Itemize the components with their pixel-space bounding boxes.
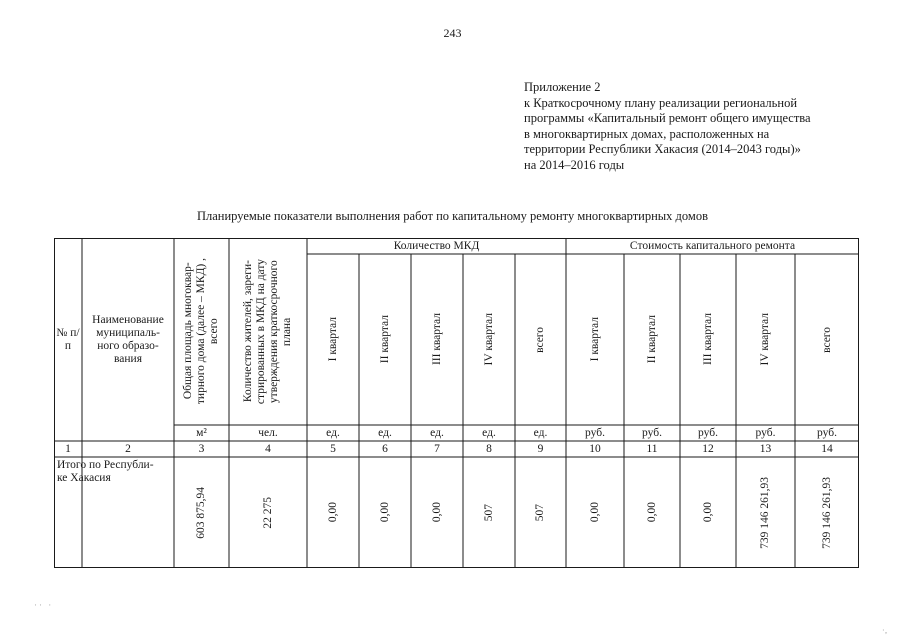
header-municipality-line: ного образо- [97,339,159,352]
total-cost-q1 [566,457,624,568]
header-mkd-q2-label: II квартал [378,315,391,364]
total-mkd-all [515,457,566,568]
header-cost-total-label: всего [820,326,833,353]
header-mkd-q3 [411,254,463,425]
header-repair-cost: Стоимость капитального ремонта [629,239,796,252]
unit-mkd: ед. [482,426,496,439]
total-mkd-q1 [307,457,359,568]
header-area-line: всего [208,318,220,345]
total-mkd-q4-value: 507 [482,503,495,522]
header-cost-q3-label: III квартал [701,313,714,366]
header-mkd-q3-label: III квартал [430,313,443,366]
appendix-line: в многоквартирных домах, расположенных на [524,126,770,141]
header-num: № п/п [56,326,80,352]
column-number: 3 [198,442,205,455]
column-number: 2 [125,442,131,455]
total-mkd-q3-value: 0,00 [430,502,443,523]
header-mkd-total [515,254,566,425]
total-mkd-q2-value: 0,00 [378,502,391,523]
total-row-label-line: Итого по Республи- [57,459,154,471]
appendix-line: Приложение 2 [524,80,601,94]
column-number: 5 [330,442,336,455]
header-mkd-q1 [307,254,359,425]
unit-mkd: ед. [326,426,340,439]
header-residents-line: плана [281,317,293,346]
unit-area: м² [196,426,207,439]
total-mkd-all-value: 507 [534,503,546,522]
header-municipality-line: вания [114,352,142,365]
total-cost-all [795,457,859,568]
appendix-note [524,80,894,173]
document-title: Планируемые показатели выполнения работ по капитальному ремонту многоквартирных домов [196,209,708,223]
appendix-line: программы «Капитальный ремонт общего имущества [524,111,811,125]
header-mkd-q1-label: I квартал [326,317,339,362]
total-cost-q4-value: 739 146 261,93 [759,476,771,549]
unit-cost: руб. [585,426,605,439]
column-number: 13 [759,442,772,455]
appendix-line: к Краткосрочному плану реализации региональной [524,95,798,110]
column-number: 7 [434,442,440,455]
column-number: 8 [486,442,492,455]
header-area-line: тирного дома (далее – МКД) , [195,258,207,405]
column-number: 12 [702,442,714,455]
unit-mkd: ед. [533,426,548,439]
header-cost-q2-label: II квартал [645,315,658,364]
total-mkd-q3 [411,457,463,568]
header-residents [229,238,307,425]
header-municipality [82,238,174,441]
header-mkd-count: Количество МКД [393,239,480,252]
scan-corner-mark: ·‚ [882,626,888,635]
appendix-line: на 2014–2016 годы [524,157,625,172]
total-row-label [54,457,174,570]
column-number: 11 [646,442,658,455]
header-cost-q1 [566,254,624,425]
header-cost-q4 [736,254,795,425]
header-cost-q2 [624,254,680,425]
header-residents-line: утверждения краткосрочного [268,260,280,403]
header-residents-line: Количество жителей, зареги- [242,260,254,403]
header-cost-q3 [680,254,736,425]
column-number: 9 [537,442,544,455]
header-municipality-line: Наименование [92,313,164,326]
header-area [174,238,229,425]
header-cost-q4-label: IV квартал [759,313,771,366]
total-cost-q4 [736,457,795,568]
total-mkd-q4 [463,457,515,568]
header-residents-line: стрированных в МКД на дату [255,258,267,405]
column-number: 10 [589,442,601,455]
unit-cost: руб. [698,426,718,439]
header-cost-total [795,254,859,425]
total-residents [229,457,307,568]
unit-cost: руб. [755,426,776,439]
total-mkd-q1-value: 0,00 [326,502,339,523]
column-number: 1 [65,442,71,455]
total-cost-q3 [680,457,736,568]
total-area [174,457,229,568]
total-row-label-line: ке Хакасия [57,472,111,484]
total-cost-q1-value: 0,00 [588,502,601,523]
unit-cost: руб. [642,426,662,439]
column-number: 6 [382,442,388,455]
appendix-line: территории Республики Хакасия (2014–2043 годы)» [524,142,801,156]
total-cost-q3-value: 0,00 [701,502,714,523]
total-residents-value: 22 275 [261,496,274,529]
indicators-table [54,238,859,568]
unit-cost: руб. [817,426,837,439]
total-mkd-q2 [359,457,411,568]
total-cost-all-value: 739 146 261,93 [820,476,833,549]
unit-mkd: ед. [430,426,444,439]
unit-mkd: ед. [378,426,392,439]
header-area-line: Общая площадь многоквар- [182,263,194,400]
header-mkd-total-label: всего [534,326,546,353]
column-number: 14 [821,442,833,455]
header-municipality-line: муниципаль- [96,326,160,339]
unit-residents: чел. [258,426,278,439]
header-mkd-q2 [359,254,411,425]
total-cost-q2-value: 0,00 [645,502,658,523]
page-number: 243 [443,26,462,40]
scan-noise-marks: ·· · [34,600,54,610]
header-cost-q1-label: I квартал [588,317,601,362]
total-cost-q2 [624,457,680,568]
total-area-value: 603 875,94 [195,486,207,539]
column-number: 4 [265,442,271,455]
header-mkd-q4 [463,254,515,425]
header-mkd-q4-label: IV квартал [482,313,495,366]
